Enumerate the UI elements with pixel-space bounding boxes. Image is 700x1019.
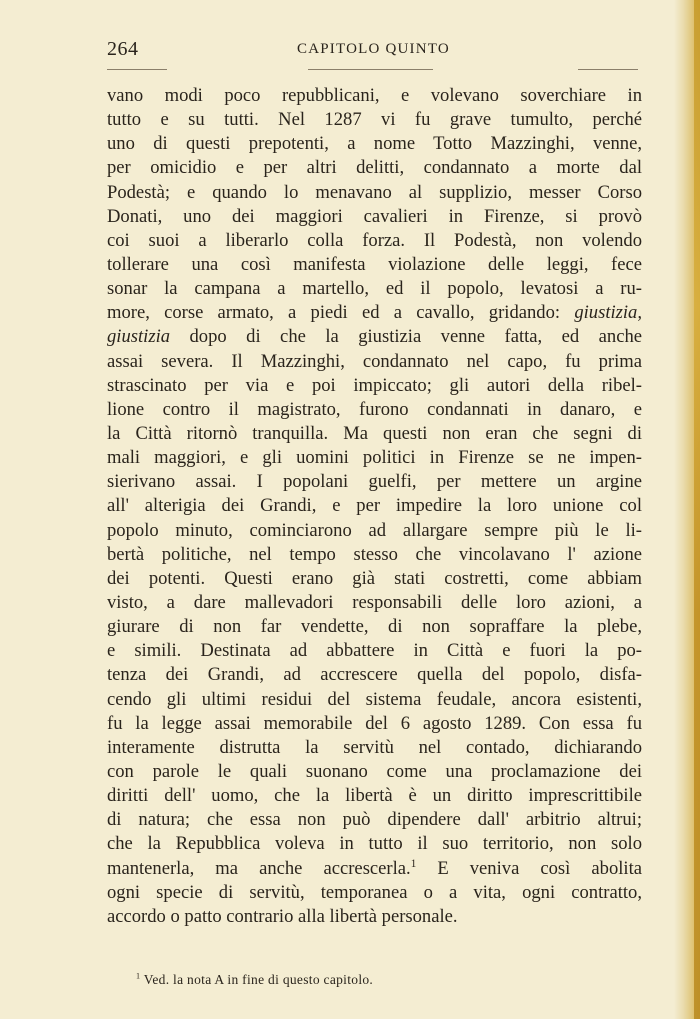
text-segment: dopo di che la giustizia venne fatta, ed anche xyxy=(189,326,642,348)
text-line: ogni specie di servitù, temporanea o a vita, ogni contratto, xyxy=(107,881,642,903)
text-line: sierivano assai. I popolani guelfi, per mettere un argine xyxy=(107,471,642,493)
body-text xyxy=(107,84,642,929)
text-line: mali maggiori, e gli uomini politici in Firenze se ne impen- xyxy=(107,447,642,469)
text-line: Podestà; e quando lo menavano al supplizio, messer Corso xyxy=(107,181,642,203)
text-line: accordo o patto contrario alla libertà personale. xyxy=(107,905,458,927)
text-segment: E veniva così abolita xyxy=(437,857,642,879)
text-line: Donati, uno dei maggiori cavalieri in Firenze, si provò xyxy=(107,205,642,227)
header-rule-middle xyxy=(308,69,433,70)
text-line: vano modi poco repubblicani, e volevano soverchiare in xyxy=(107,85,642,106)
italic-word: giustizia xyxy=(107,326,171,348)
text-line: assai severa. Il Mazzinghi, condannato nel capo, fu prima xyxy=(107,350,642,372)
text-segment: more, corse armato, a piedi ed a cavallo, gridando: xyxy=(107,302,561,324)
text-line: all' alterigia dei Grandi, e per impedire la loro unione col xyxy=(107,495,642,517)
text-line: la Città ritornò tranquilla. Ma questi non eran che segni di xyxy=(107,422,642,444)
footnote-reference: 1 xyxy=(410,857,417,870)
text-segment: mantenerla, ma anche accrescerla. xyxy=(107,857,411,879)
header-rule-left xyxy=(107,69,167,70)
text-line: coi suoi a liberarlo colla forza. Il Podestà, non volendo xyxy=(107,229,642,251)
text-line: che la Repubblica voleva in tutto il suo territorio, non solo xyxy=(107,833,642,855)
text-line: tenza dei Grandi, ad accrescere quella del popolo, disfa- xyxy=(107,664,642,686)
page-header xyxy=(107,38,644,66)
text-line: tutto e su tutti. Nel 1287 vi fu grave tumulto, perché xyxy=(107,109,642,131)
text-line: giurare di non far vendette, di non sopraffare la plebe, xyxy=(107,616,642,638)
text-line-with-italic xyxy=(107,325,642,349)
text-line: uno di questi prepotenti, a nome Totto Mazzinghi, venne, xyxy=(107,133,642,155)
text-line: fu la legge assai memorabile del 6 agosto 1289. Con essa fu xyxy=(107,712,642,734)
text-line: visto, a dare mallevadori responsabili delle loro azioni, a xyxy=(107,591,642,613)
text-line: cendo gli ultimi residui del sistema feudale, ancora esistenti, xyxy=(107,688,642,710)
header-rule-right xyxy=(578,69,638,70)
text-line: popolo minuto, cominciarono ad allargare sempre più le li- xyxy=(107,519,642,541)
text-line: strascinato per via e poi impiccato; gli autori della ribel- xyxy=(107,374,642,396)
footnote-text: Ved. la nota A in fine di questo capitolo. xyxy=(143,972,374,987)
text-line: tollerare una così manifesta violazione delle leggi, fece xyxy=(107,253,642,275)
footnote xyxy=(136,972,373,988)
page-edge xyxy=(694,0,700,1019)
text-line-with-italic xyxy=(107,301,642,325)
text-line: dei potenti. Questi erano già stati costretti, come abbiam xyxy=(107,567,642,589)
text-line: di natura; che essa non può dipendere dall' arbitrio altrui; xyxy=(107,809,642,831)
page-number: 264 xyxy=(107,38,139,60)
text-line: sonar la campana a martello, ed il popolo, levatosi a ru- xyxy=(107,278,642,300)
text-line: bertà politiche, nel tempo stesso che vincolavano l' azione xyxy=(107,543,642,565)
text-line: lione contro il magistrato, furono condannati in danaro, e xyxy=(107,398,642,420)
text-line: e simili. Destinata ad abbattere in Città e fuori la po- xyxy=(107,640,642,662)
text-line-with-footnote xyxy=(107,857,642,881)
text-line: con parole le quali suonano come una proclamazione dei xyxy=(107,760,642,782)
running-head: CAPITOLO QUINTO xyxy=(297,41,450,57)
text-line: interamente distrutta la servitù nel contado, dichiarando xyxy=(107,736,642,758)
footnote-marker: 1 xyxy=(136,971,141,981)
text-line: per omicidio e per altri delitti, condannato a morte dal xyxy=(107,157,642,179)
italic-word: giustizia, xyxy=(574,302,643,324)
text-line: diritti dell' uomo, che la libertà è un diritto imprescrittibile xyxy=(107,785,642,807)
